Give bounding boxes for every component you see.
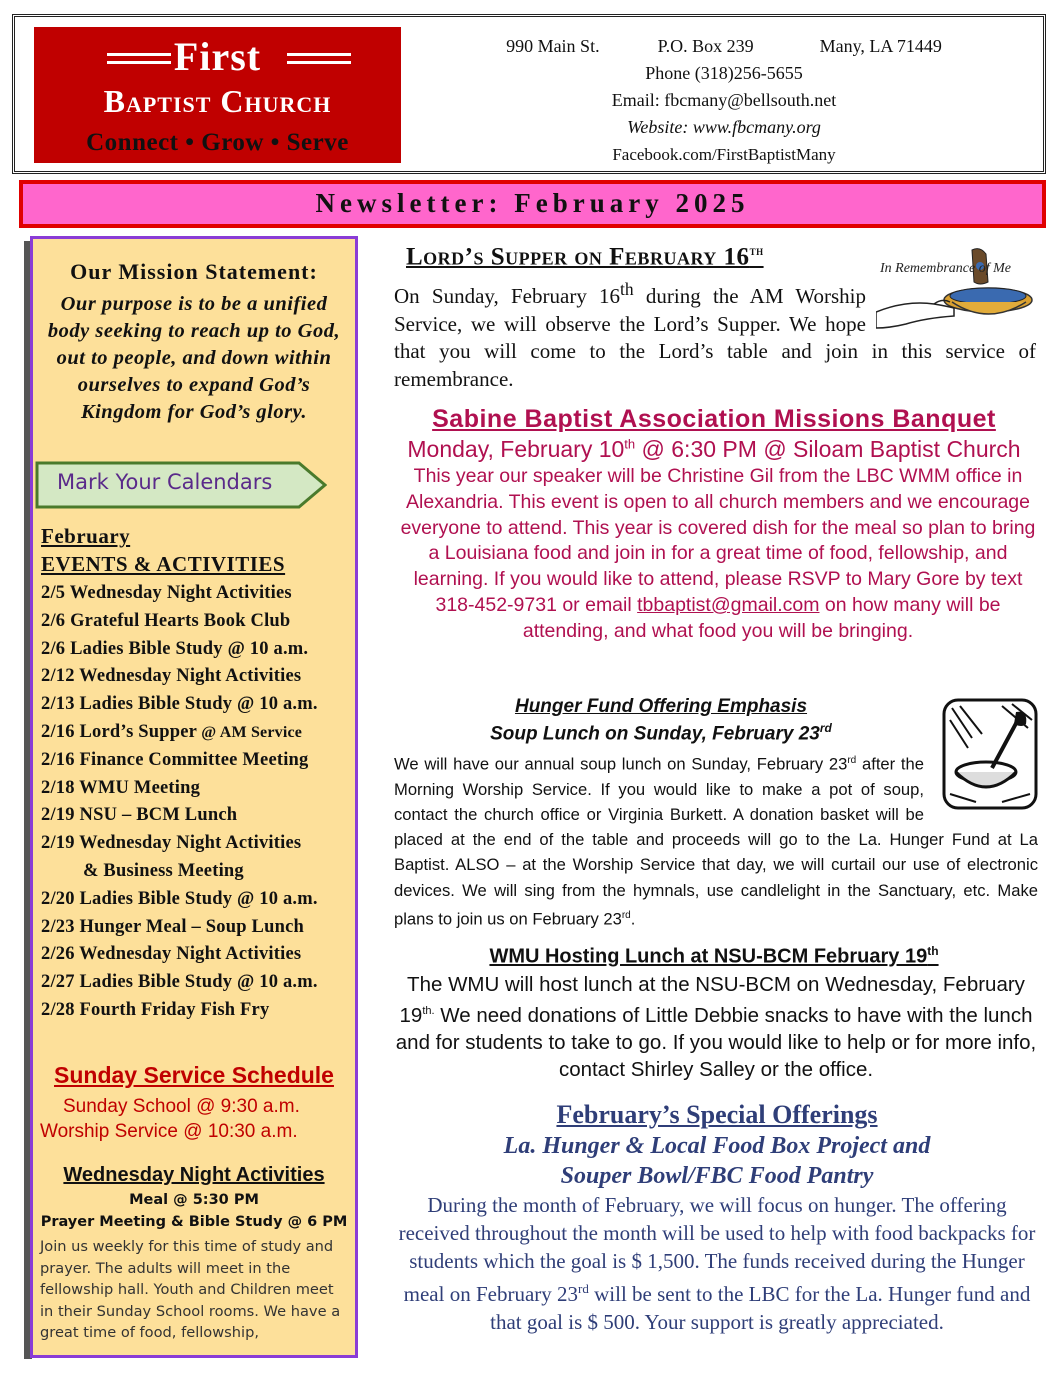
- event-time: @ AM Service: [197, 723, 303, 741]
- worship-service-time: Worship Service @ 10:30 a.m.: [40, 1121, 298, 1142]
- events-month: February: [41, 524, 131, 548]
- mission-title: Our Mission Statement:: [70, 259, 318, 284]
- list-item: 2/20 Ladies Bible Study @ 10 a.m.: [41, 888, 318, 909]
- list-item: [41, 858, 351, 886]
- newsletter-header: [12, 14, 1046, 174]
- street-address: 990 Main St.: [506, 36, 600, 56]
- mark-calendars-label: Mark Your Calendars: [57, 470, 273, 494]
- email[interactable]: Email: fbcmany@bellsouth.net: [611, 90, 837, 110]
- list-item: 2/6 Ladies Bible Study @ 10 a.m.: [41, 638, 309, 659]
- list-item: 2/18 WMU Meeting: [41, 777, 201, 798]
- list-item: 2/23 Hunger Meal – Soup Lunch: [41, 916, 304, 937]
- sidebar: [30, 236, 358, 1358]
- wednesday-prayer-time: Prayer Meeting & Bible Study @ 6 PM: [40, 1214, 348, 1230]
- lords-supper-text: In Remembrance of Me On Sunday, February 16th during the AM Worship Service, we will observe the Lord’s Supper. We hope that you will come to the Lord’s table and join in this service of remembrance.: [394, 276, 1036, 393]
- logo-first: First: [173, 34, 262, 79]
- svg-text:In Remembrance of Me: In Remembrance of Me: [880, 261, 1012, 276]
- list-item: 2/6 Grateful Hearts Book Club: [41, 610, 291, 631]
- image-wrap-space: [924, 748, 1038, 816]
- church-logo: [34, 27, 401, 163]
- event-continuation: & Business Meeting: [83, 860, 244, 881]
- sunday-school-time: Sunday School @ 9:30 a.m.: [63, 1096, 300, 1117]
- wednesday-meal-time: Meal @ 5:30 PM: [129, 1192, 259, 1208]
- soup-lunch-subtitle: Soup Lunch on Sunday, February 23rd: [490, 721, 832, 745]
- list-item: 2/12 Wednesday Night Activities: [41, 666, 302, 687]
- special-offerings-subtitle: La. Hunger & Local Food Box Project and Souper Bowl/FBC Food Pantry: [503, 1133, 931, 1189]
- list-item: 2/16 Finance Committee Meeting: [41, 749, 309, 770]
- wmu-lunch-title: WMU Hosting Lunch at NSU-BCM February 19th: [489, 944, 939, 968]
- list-item: 2/28 Fourth Friday Fish Fry: [41, 999, 270, 1020]
- events-heading: EVENTS & ACTIVITIES: [41, 552, 286, 576]
- events-list: [41, 522, 351, 1025]
- lords-supper-title: Lord’s Supper on February 16th: [406, 243, 764, 271]
- list-item: 2/19 NSU – BCM Lunch: [41, 805, 238, 826]
- missions-banquet-when: Monday, February 10th @ 6:30 PM @ Siloam Baptist Church: [407, 436, 1021, 462]
- hunger-fund-text: We will have our annual soup lunch on Sunday, February 23rd after the Morning Worship Service. If you would like to make a pot of soup, contact the church office or Virginia Burkett. A donation basket will be placed at the end of the table and proceeds will go to the La. Hunger Fund at La Baptist. ALSO – at the Worship Service that day, we will curtail our use of electronic devices. We will sing from the hymnals, use candlelight in the Sanctuary, etc. Make plans to join us on February 23rd.: [394, 748, 1038, 931]
- special-offerings-text: During the month of February, we will focus on hunger. The offering received throughout the month will be used to help with food backpacks for students which the goal is $ 1,500. The funds received during the Hunger meal on February 23rd will be sent to the LBC for the La. Hunger fund and that goal is $ 500. Your support is greatly appreciated.: [398, 1193, 1036, 1334]
- city-state-zip: Many, LA 71449: [819, 36, 942, 56]
- website[interactable]: Website: www.fbcmany.org: [627, 117, 821, 137]
- newsletter-banner: Newsletter: February 2025: [19, 180, 1046, 228]
- wmu-lunch-text: The WMU will host lunch at the NSU-BCM on Wednesday, February $19^{th.}$ We need donations of Little Debbie snacks to have with the lunch and for students to take to go. If you would like to help or for more info, contact Shirley Salley or the office.: [395, 973, 1037, 1081]
- logo-tagline: Connect • Grow • Serve: [86, 129, 349, 156]
- wednesday-activities-text: Join us weekly for this time of study and prayer. The adults will meet in the fellowship hall. Youth and Children meet in their Sunday School rooms. We have a great time of food, fellowship,: [40, 1238, 341, 1342]
- mission-text: Our purpose is to be a unified body seeking to reach up to God, out to people, and down within ourselves to expand God’s Kingdom for God’s glory.: [47, 293, 341, 423]
- event-text: 2/16 Lord’s Supper: [41, 721, 198, 742]
- logo-baptist-church: Baptist Church: [103, 83, 332, 119]
- wednesday-activities-title: Wednesday Night Activities: [63, 1164, 325, 1186]
- list-item: 2/5 Wednesday Night Activities: [41, 583, 292, 603]
- missions-banquet-text: This year our speaker will be Christine Gil from the LBC WMM office in Alexandria. This event is open to all church members and we encourage everyone to attend. This year is covered dish for the meal so plan to bring a Louisiana food and join in for a great time of food, fellowship, and learning. If you would like to attend, please RSVP to Mary Gore by text 318-452-9731 or email tbbaptist@gmail.com on how many will be attending, and what food you will be bringing.: [400, 465, 1036, 642]
- phone: Phone (318)256-5655: [645, 63, 803, 83]
- rsvp-email-link[interactable]: tbbaptist@gmail.com: [637, 593, 820, 616]
- special-offerings-title: February’s Special Offerings: [556, 1100, 878, 1129]
- missions-banquet-title: Sabine Baptist Association Missions Banquet: [432, 405, 996, 433]
- remembrance-communion-icon: [876, 242, 1036, 330]
- schedule-title: Sunday Service Schedule: [54, 1062, 334, 1088]
- list-item: 2/19 Wednesday Night Activities: [41, 833, 302, 854]
- list-item: [41, 719, 351, 747]
- facebook-link[interactable]: Facebook.com/FirstBaptistMany: [612, 145, 836, 164]
- hunger-fund-title: Hunger Fund Offering Emphasis: [514, 696, 808, 717]
- po-box: P.O. Box 239: [657, 36, 754, 56]
- list-item: 2/27 Ladies Bible Study @ 10 a.m.: [41, 972, 318, 993]
- address-row: [415, 33, 1033, 60]
- list-item: 2/26 Wednesday Night Activities: [41, 944, 302, 965]
- contact-info: [415, 33, 1033, 168]
- list-item: 2/13 Ladies Bible Study @ 10 a.m.: [41, 694, 318, 715]
